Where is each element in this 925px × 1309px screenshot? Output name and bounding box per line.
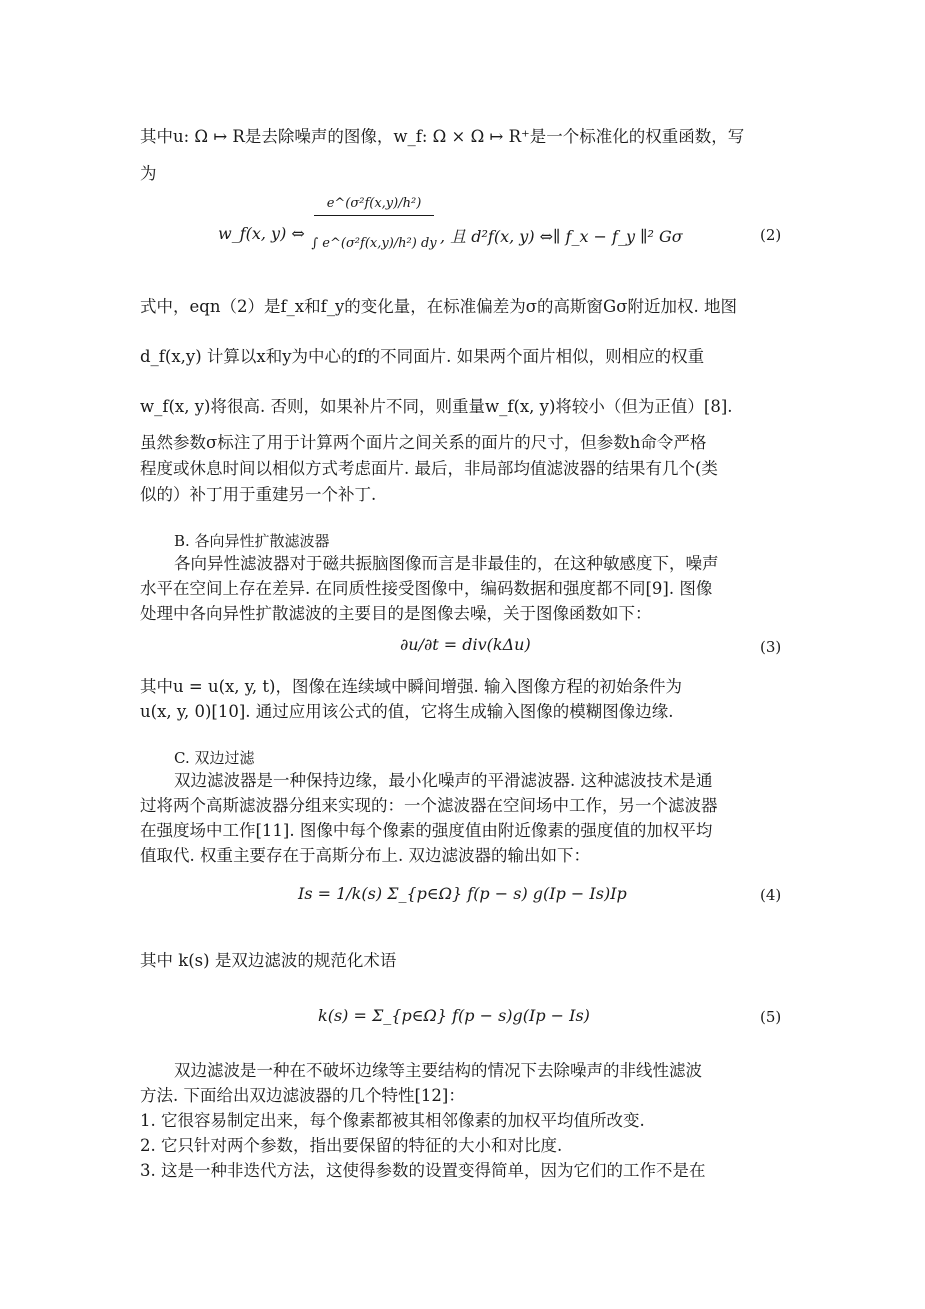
equation-5: k(s) = Σ_{p∈Ω} f(p − s)g(Ip − Is) xyxy=(318,1006,590,1025)
text-line: 值取代. 权重主要存在于高斯分布上. 双边滤波器的输出如下： xyxy=(140,846,590,865)
text-line: 双边滤波是一种在不破坏边缘等主要结构的情况下去除噪声的非线性滤波 xyxy=(174,1061,702,1080)
equation-number: (3) xyxy=(760,638,782,656)
text-line: 过将两个高斯滤波器分组来实现的：一个滤波器在空间场中工作，另一个滤波器 xyxy=(140,796,718,815)
text-line: 其中u = u(x, y, t)，图像在连续域中瞬间增强. 输入图像方程的初始条件为 xyxy=(140,677,682,696)
eq2-rhs: , 且 d²f(x, y) ⇔∥ f_x − f_y ∥² Gσ xyxy=(440,227,683,246)
text-line: 水平在空间上存在差异. 在同质性接受图像中，编码数据和强度都不同[9]. 图像 xyxy=(140,579,713,598)
eq2-lhs: w_f(x, y) ⇔ xyxy=(218,224,305,243)
text-line: 在强度场中工作[11]. 图像中每个像素的强度值由附近像素的强度值的加权平均 xyxy=(140,821,713,840)
text-line: w_f(x, y)将很高. 否则，如果补片不同，则重量w_f(x, y)将较小（但为正值）[8]. xyxy=(140,397,733,416)
text-line: 处理中各向异性扩散滤波的主要目的是图像去噪，关于图像函数如下： xyxy=(140,604,652,623)
text-line: 似的）补丁用于重建另一个补丁. xyxy=(140,485,377,504)
text-line: 式中，eqn（2）是f_x和f_y的变化量，在标准偏差为σ的高斯窗Gσ附近加权. 地图 xyxy=(140,297,737,316)
eq2-numerator: e^(σ²f(x,y)/h²) xyxy=(314,196,434,216)
equation-3: ∂u/∂t = div(kΔu) xyxy=(400,635,531,654)
equation-4: Is = 1/k(s) Σ_{p∈Ω} f(p − s) g(Ip − Is)Ip xyxy=(298,884,627,903)
text-line: d_f(x,y) 计算以x和y为中心的f的不同面片. 如果两个面片相似，则相应的权重 xyxy=(140,347,705,366)
list-item: 2. 它只针对两个参数，指出要保留的特征的大小和对比度. xyxy=(140,1136,563,1155)
equation-number: (4) xyxy=(760,886,782,904)
eq2-denominator: ∫ e^(σ²f(x,y)/h²) dy xyxy=(311,236,437,251)
text-line: 其中 k(s) 是双边滤波的规范化术语 xyxy=(140,951,397,970)
list-item: 1. 它很容易制定出来，每个像素都被其相邻像素的加权平均值所改变. xyxy=(140,1111,645,1130)
text-line: 双边滤波器是一种保持边缘，最小化噪声的平滑滤波器. 这种滤波技术是通 xyxy=(174,771,713,790)
equation-number: (5) xyxy=(760,1008,782,1026)
text-line: 方法. 下面给出双边滤波器的几个特性[12]： xyxy=(140,1086,465,1105)
section-heading: C. 双边过滤 xyxy=(174,749,255,767)
section-heading: B. 各向异性扩散滤波器 xyxy=(174,532,330,550)
equation-number: (2) xyxy=(760,226,782,244)
text-line: 为 xyxy=(140,164,157,183)
text-line: 其中u: Ω ↦ R是去除噪声的图像，w_f: Ω × Ω ↦ R⁺是一个标准化的权重函数，写 xyxy=(140,127,745,146)
text-line: 各向异性滤波器对于磁共振脑图像而言是非最佳的，在这种敏感度下，噪声 xyxy=(174,554,719,573)
list-item: 3. 这是一种非迭代方法，这使得参数的设置变得简单，因为它们的工作不是在 xyxy=(140,1161,706,1180)
text-line: u(x, y, 0)[10]. 通过应用该公式的值，它将生成输入图像的模糊图像边缘. xyxy=(140,702,674,721)
text-line: 虽然参数σ标注了用于计算两个面片之间关系的面片的尺寸，但参数h命令严格 xyxy=(140,433,707,452)
text-line: 程度或休息时间以相似方式考虑面片. 最后，非局部均值滤波器的结果有几个(类 xyxy=(140,459,718,478)
